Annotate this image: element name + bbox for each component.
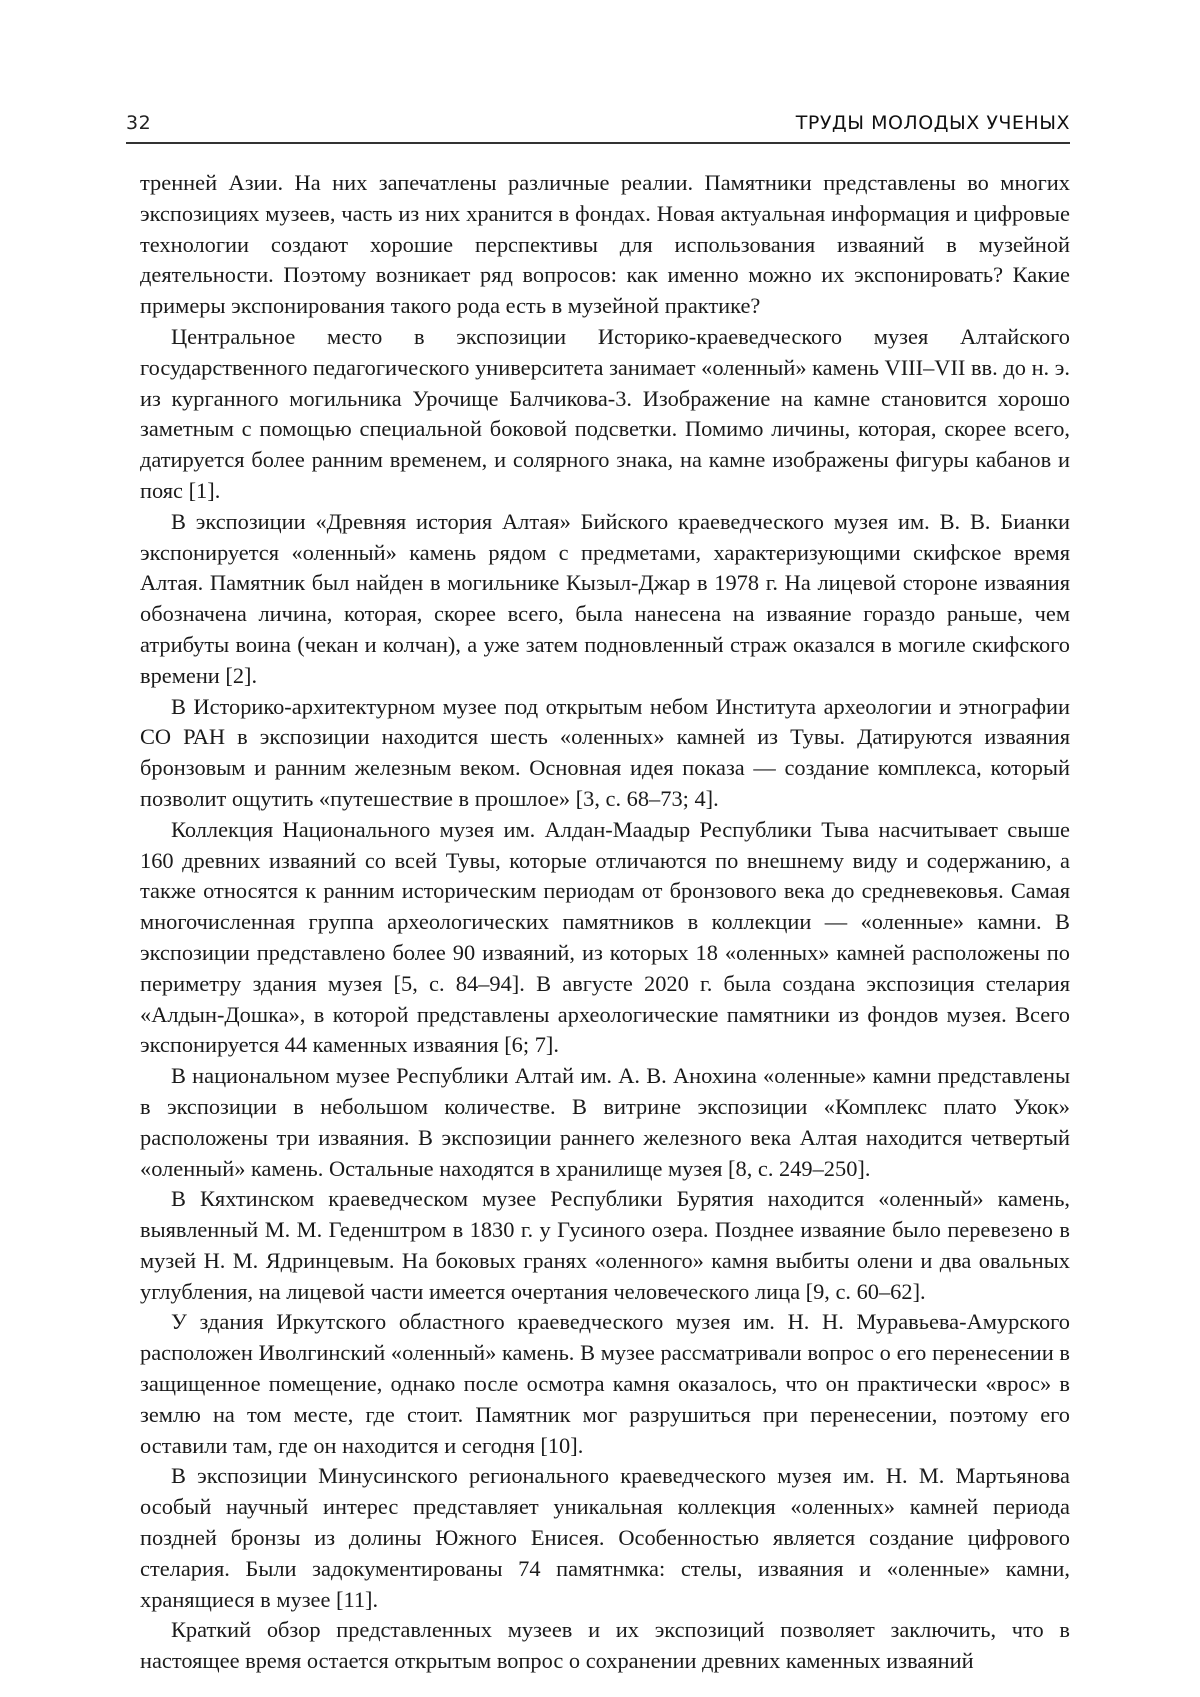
running-header — [126, 108, 1070, 144]
journal-title: ТРУДЫ МОЛОДЫХ УЧЕНЫХ — [795, 112, 1070, 134]
paragraph-open-air-museum: В Историко-архитектурном музее под открытым небом Института археологии и этнографии СО РАН в экспозиции находится шесть «оленных» камней из Тувы. Датируются изваяния бронзовым и ранним железным веком. Основная идея показа — создание комплекса, который позволит ощутить «путешествие в прошлое» [3, с. 68–73; 4]. — [140, 693, 1070, 811]
paragraph-minusinsk-museum: В экспозиции Минусинского регионального краеведческого музея им. Н. М. Мартьянова особый научный интерес представляет уникальная коллекция «оленных» камней периода поздней бронзы из долины Южного Енисея. Особенностью является создание цифрового стелария. Были задокументированы 74 памятнмка: стелы, изваяния и «оленные» камни, хранящиеся в музее [11]. — [140, 1463, 1070, 1612]
paragraph-tuva-national-museum: Коллекция Национального музея им. Алдан-Маадыр Республики Тыва насчитывает свыше 160 древних изваяний со всей Тувы, которые отличаются по внешнему виду и содержанию, а также относятся к ранним историческим периодам от бронзового века до средневековья. Самая многочисленная группа археологических памятников в коллекции — «оленные» камни. В экспозиции представлено более 90 изваяний, из которых 18 «оленных» камней расположены по периметру здания музея [5, с. 84–94]. В августе 2020 г. была создана экспозиция стелария «Алдын-Дошка», в которой представлены археологические памятники из фондов музея. Всего экспонируется 44 каменных изваяния [6; 7]. — [140, 816, 1070, 1058]
paragraph-irkutsk-museum: У здания Иркутского областного краеведческого музея им. Н. Н. Муравьева-Амурского расположен Иволгинский «оленный» камень. В музее рассматривали вопрос о его перенесении в защищенное помещение, однако после осмотра камня оказалось, что он практически «врос» в землю на том месте, где стоит. Памятник мог разрушиться при перенесении, поэтому его оставили там, где он находится и сегодня [10]. — [140, 1309, 1070, 1458]
paragraph-altai-university-museum: Центральное место в экспозиции Историко-краеведческого музея Алтайского государственного педагогического университета занимает «оленный» камень VIII–VII вв. до н. э. из курганного могильника Урочище Балчикова-3. Изображение на камне становится хорошо заметным с помощью специальной боковой подсветки. Помимо личины, которая, скорее всего, датируется более ранним временем, и солярного знака, на камне изображены фигуры кабанов и пояс [1]. — [140, 323, 1070, 503]
article-body — [140, 168, 1070, 1677]
paragraph-kyakhta-museum: В Кяхтинском краеведческом музее Республики Бурятия находится «оленный» камень, выявленный М. М. Геденштром в 1830 г. у Гусиного озера. Позднее изваяние было перевезено в музей Н. М. Ядринцевым. На боковых гранях «оленного» камня выбиты олени и два овальных углубления, на лицевой части имеется очертания человеческого лица [9, с. 60–62]. — [140, 1186, 1070, 1304]
paragraph-continued: тренней Азии. На них запечатлены различные реалии. Памятники представлены во многих экспозициях музеев, часть из них хранится в фондах. Новая актуальная информация и цифровые технологии создают хорошие перспективы для использования изваяний в музейной деятельности. Поэтому возникает ряд вопросов: как именно можно их экспонировать? Какие примеры экспонирования такого рода есть в музейной практике? — [140, 170, 1070, 319]
paragraph-altai-republic-museum: В национальном музее Республики Алтай им. А. В. Анохина «оленные» камни представлены в экспозиции в небольшом количестве. В витрине экспозиции «Комплекс плато Укок» расположены три изваяния. В экспозиции раннего железного века Алтая находится четвертый «оленный» камень. Остальные находятся в хранилище музея [8, с. 249–250]. — [140, 1063, 1070, 1181]
header-rule — [126, 142, 1070, 144]
page-number: 32 — [126, 112, 152, 134]
paragraph-biysk-museum: В экспозиции «Древняя история Алтая» Бийского краеведческого музея им. В. В. Бианки экспонируется «оленный» камень рядом с предметами, характеризующими скифское время Алтая. Памятник был найден в могильнике Кызыл-Джар в 1978 г. На лицевой стороне изваяния обозначена личина, которая, скорее всего, была нанесена на изваяние гораздо раньше, чем атрибуты воина (чекан и колчан), а уже затем подновленный страж оказался в могиле скифского времени [2]. — [140, 508, 1070, 688]
paragraph-conclusion: Краткий обзор представленных музеев и их экспозиций позволяет заключить, что в настоящее время остается открытым вопрос о сохранении древних каменных изваяний — [140, 1617, 1070, 1674]
